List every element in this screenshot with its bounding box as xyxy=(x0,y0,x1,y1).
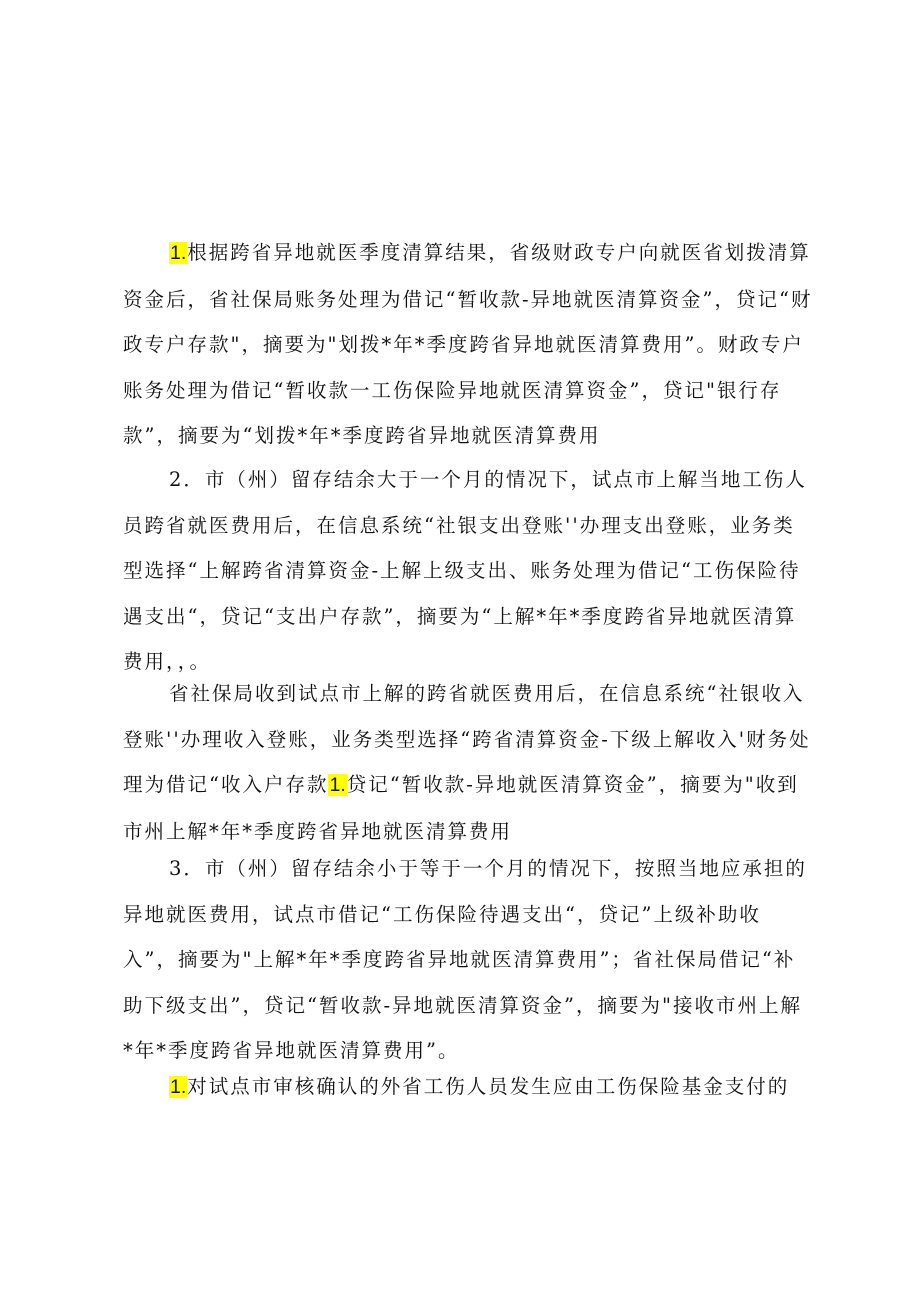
paragraph-4 xyxy=(123,846,813,1074)
paragraph-1 xyxy=(123,230,813,459)
paragraph-1-body xyxy=(123,230,813,459)
paragraph-1-text: 根据跨省异地就医季度清算结果，省级财政专户向就医省划拨清算资金后，省社保局账务处理为借记“暂收款-异地就医清算资金”，贷记“财政专户存款"，摘要为"划拨*年*季度跨省异地就医清算费用”。财政专户账务处理为借记“暂收款一工伤保险异地就医清算资金”，贷记"银行存款”，摘要为“划拨*年*季度跨省异地就医清算费用 xyxy=(123,241,813,447)
paragraph-5-body xyxy=(123,1064,813,1111)
paragraph-3-text-before: 省社保局收到试点市上解的跨省就医费用后，在信息系统“社银收入登账''办理收入登账，业务类型选择“跨省清算资金-下级上解收入'财务处理为借记“收入户存款 xyxy=(123,682,811,796)
paragraph-5 xyxy=(123,1064,813,1111)
highlighted-list-marker: 1. xyxy=(170,1076,187,1098)
paragraph-3-text-after: 贷记“暂收款-异地就医清算资金”，摘要为"收到市州上解*年*季度跨省异地就医清算费用 xyxy=(123,773,799,843)
highlighted-list-marker: 1. xyxy=(170,242,187,264)
paragraph-3 xyxy=(123,671,813,854)
paragraph-2-body: 2．市（州）留存结余大于一个月的情况下，试点市上解当地工伤人员跨省就医费用后，在信息系统“社银支出登账''办理支出登账，业务类型选择“上解跨省清算资金-上解上级支出、账务处理为借记“工伤保险待遇支出“，贷记“支出户存款”，摘要为“上解*年*季度跨省异地就医清算费用，，。 xyxy=(123,468,807,673)
paragraph-3-body xyxy=(123,671,813,854)
highlighted-list-marker: 1. xyxy=(329,774,346,796)
paragraph-4-body: 3．市（州）留存结余小于等于一个月的情况下，按照当地应承担的异地就医费用，试点市借记“工伤保险待遇支出“，贷记”上级补助收入”，摘要为"上解*年*季度跨省异地就医清算费用”；省社保局借记“补助下级支出”，贷记“暂收款-异地就医清算资金”，摘要为"接收市州上解*年*季度跨省异地就医清算费用”。 xyxy=(123,857,807,1062)
paragraph-2 xyxy=(123,457,813,685)
paragraph-5-text: 对试点市审核确认的外省工伤人员发生应由工伤保险基金支付的 xyxy=(187,1075,790,1098)
